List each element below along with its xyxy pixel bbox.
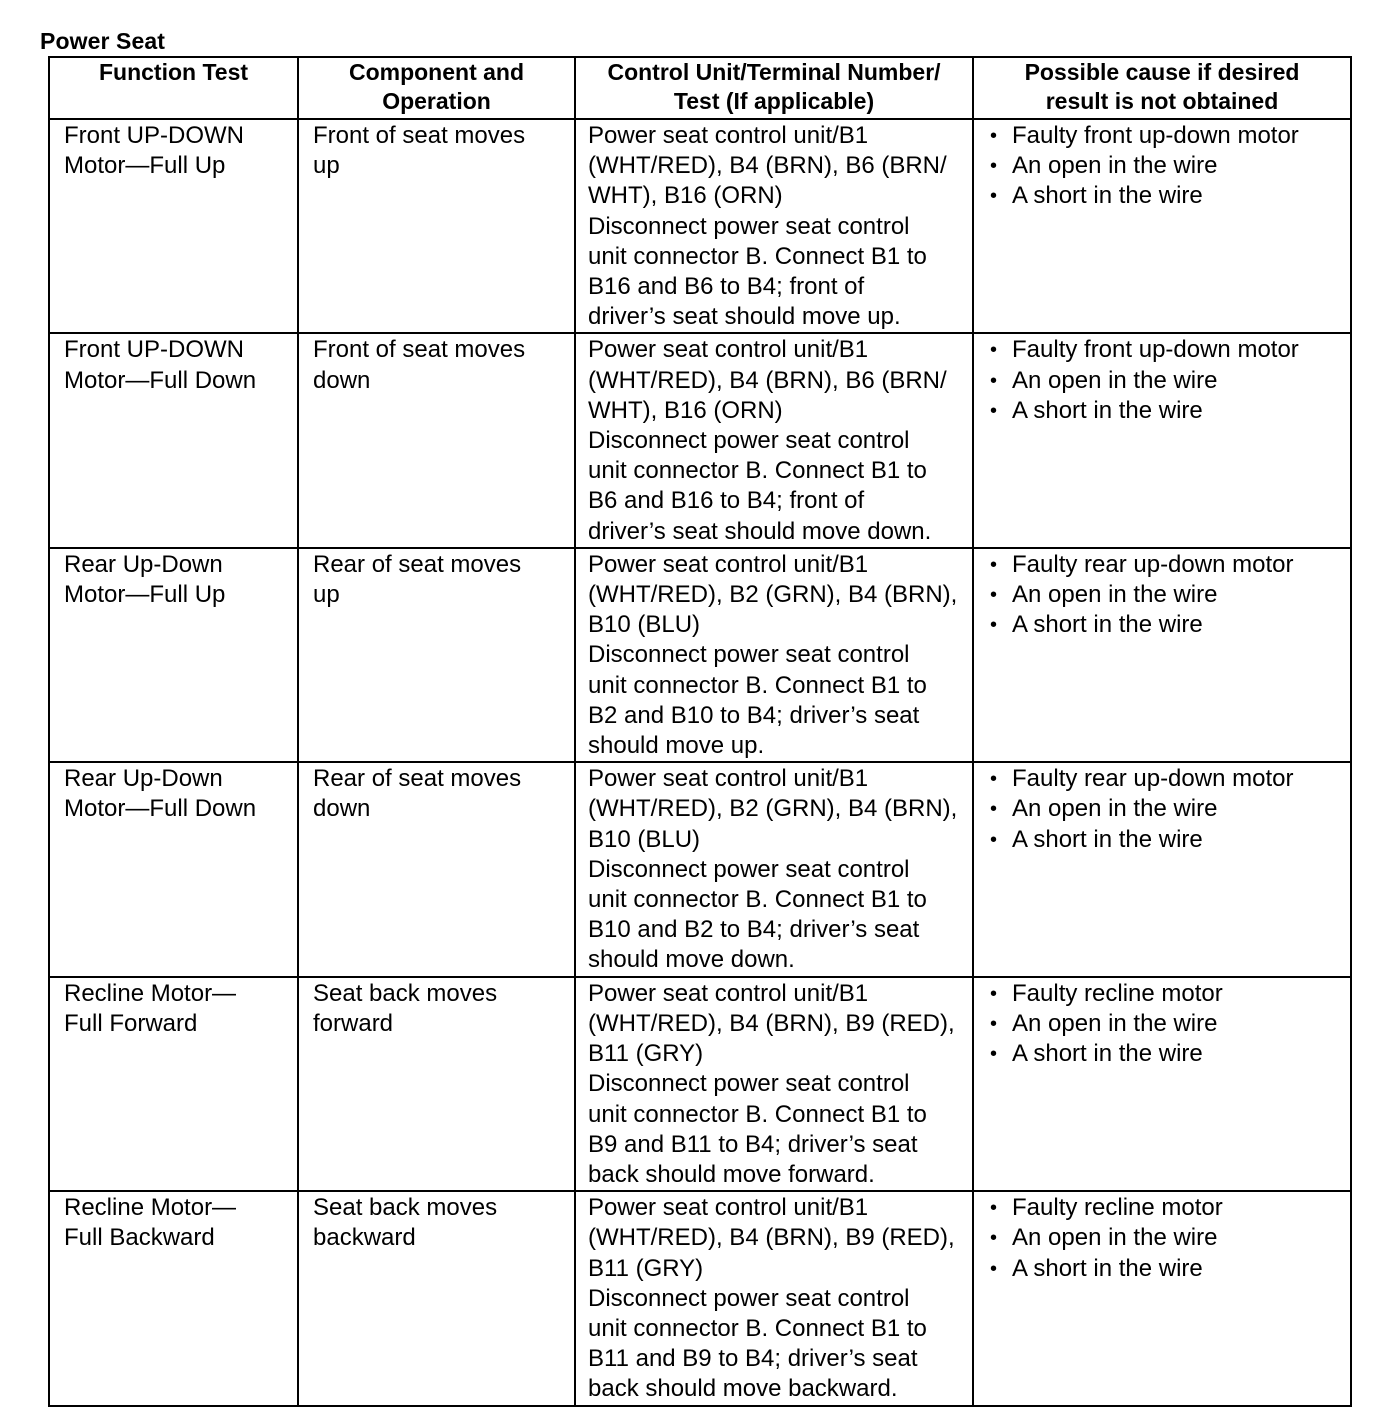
- control-unit-cell-line: B9 and B11 to B4; driver’s seat: [588, 1130, 918, 1158]
- function-test-cell-line: Rear Up-Down: [64, 550, 223, 578]
- cause-list: [974, 763, 1350, 855]
- control-unit-cell-line: B11 and B9 to B4; driver’s seat: [588, 1345, 918, 1373]
- control-unit-cell: [575, 977, 973, 1191]
- control-unit-cell: [575, 119, 973, 333]
- header-component: Component and Operation: [298, 57, 575, 119]
- possible-cause-cell: [973, 119, 1351, 333]
- control-unit-cell-line: Disconnect power seat control: [588, 641, 910, 669]
- operation-cell: [298, 977, 575, 1191]
- control-unit-cell-line: B10 and B2 to B4; driver’s seat: [588, 916, 920, 944]
- control-unit-cell-line: should move down.: [588, 946, 795, 974]
- control-unit-cell-line: driver’s seat should move down.: [588, 517, 932, 545]
- header-row: [49, 57, 1351, 119]
- table-row: [49, 977, 1351, 1191]
- operation-cell-line: down: [313, 795, 371, 823]
- function-test-cell: [49, 119, 298, 333]
- cause-list-item: • An open in the wire: [990, 151, 1350, 181]
- control-unit-cell-line: (WHT/RED), B4 (BRN), B9 (RED),: [588, 1224, 955, 1252]
- operation-cell-line: up: [313, 152, 340, 180]
- operation-cell-line: forward: [313, 1009, 394, 1037]
- control-unit-cell-line: (WHT/RED), B2 (GRN), B4 (BRN),: [588, 581, 958, 609]
- control-unit-cell-line: Power seat control unit/B1: [588, 979, 869, 1007]
- possible-cause-cell: [973, 977, 1351, 1191]
- cause-list-item: • An open in the wire: [990, 366, 1350, 396]
- cause-list-item: • Faulty front up-down motor: [990, 121, 1350, 151]
- function-test-cell: [49, 762, 298, 976]
- table-row: [49, 548, 1351, 762]
- control-unit-cell-line: Disconnect power seat control: [588, 1070, 910, 1098]
- function-test-cell-line: Motor—Full Up: [64, 152, 226, 180]
- power-seat-table: [48, 56, 1352, 1407]
- control-unit-cell-line: back should move forward.: [588, 1160, 875, 1188]
- control-unit-cell-line: Power seat control unit/B1: [588, 765, 869, 793]
- control-unit-cell-line: Power seat control unit/B1: [588, 122, 869, 149]
- control-unit-cell-line: B11 (GRY): [588, 1040, 704, 1068]
- header-control-unit: Control Unit/Terminal Number/ Test (If applicable): [575, 57, 973, 119]
- control-unit-cell: [575, 1191, 973, 1405]
- operation-cell-line: Front of seat moves: [313, 336, 526, 364]
- control-unit-cell-line: unit connector B. Connect B1 to: [588, 1314, 927, 1342]
- header-possible-cause: Possible cause if desired result is not obtained: [973, 57, 1351, 119]
- cause-list-item: • An open in the wire: [990, 1223, 1350, 1253]
- section-title: Power Seat: [40, 28, 165, 54]
- control-unit-cell: [575, 333, 973, 547]
- control-unit-cell-line: should move up.: [588, 732, 765, 760]
- operation-cell-line: up: [313, 581, 340, 609]
- table-row: [49, 762, 1351, 976]
- operation-cell: [298, 1191, 575, 1405]
- table-row: [49, 333, 1351, 547]
- header-function-test: Function Test: [49, 57, 298, 119]
- function-test-cell-line: Full Backward: [64, 1224, 215, 1252]
- control-unit-cell-line: Disconnect power seat control: [588, 212, 910, 240]
- cause-list-item: • An open in the wire: [990, 1009, 1350, 1039]
- cause-list-item: • A short in the wire: [990, 396, 1350, 426]
- control-unit-cell-line: Disconnect power seat control: [588, 1284, 910, 1312]
- operation-cell: [298, 548, 575, 762]
- control-unit-cell-line: B2 and B10 to B4; driver’s seat: [588, 701, 920, 729]
- cause-list: [974, 1192, 1350, 1284]
- operation-cell-line: down: [313, 366, 371, 394]
- cause-list-item: • Faulty recline motor: [990, 979, 1350, 1009]
- control-unit-cell-line: unit connector B. Connect B1 to: [588, 886, 927, 914]
- cause-list-item: • An open in the wire: [990, 794, 1350, 824]
- possible-cause-cell: [973, 333, 1351, 547]
- function-test-cell-line: Rear Up-Down: [64, 765, 223, 793]
- cause-list-item: • Faulty recline motor: [990, 1193, 1350, 1223]
- function-test-cell: [49, 548, 298, 762]
- control-unit-cell-line: Power seat control unit/B1: [588, 1194, 869, 1222]
- cause-list-item: • Faulty rear up-down motor: [990, 550, 1350, 580]
- cause-list-item: • A short in the wire: [990, 1039, 1350, 1069]
- function-test-cell-line: Recline Motor—: [64, 1194, 237, 1222]
- table-row: [49, 119, 1351, 333]
- control-unit-cell-line: B16 and B6 to B4; front of: [588, 273, 865, 301]
- operation-cell-line: backward: [313, 1224, 416, 1252]
- cause-list: [974, 334, 1350, 426]
- cause-list-item: • A short in the wire: [990, 1254, 1350, 1284]
- cause-list: [974, 120, 1350, 212]
- control-unit-cell-line: (WHT/RED), B2 (GRN), B4 (BRN),: [588, 795, 958, 823]
- control-unit-cell-line: Power seat control unit/B1: [588, 550, 869, 578]
- control-unit-cell-line: back should move backward.: [588, 1375, 898, 1403]
- cause-list: [974, 978, 1350, 1070]
- control-unit-cell-line: Disconnect power seat control: [588, 855, 910, 883]
- cause-list-item: • An open in the wire: [990, 580, 1350, 610]
- cause-list-item: • A short in the wire: [990, 610, 1350, 640]
- function-test-cell-line: Front UP-DOWN: [64, 336, 244, 364]
- control-unit-cell-line: unit connector B. Connect B1 to: [588, 1100, 927, 1128]
- control-unit-cell-line: B10 (BLU): [588, 611, 701, 639]
- function-test-cell-line: Motor—Full Up: [64, 581, 226, 609]
- function-test-cell-line: Recline Motor—: [64, 979, 237, 1007]
- control-unit-cell-line: driver’s seat should move up.: [588, 303, 901, 331]
- control-unit-cell-line: B6 and B16 to B4; front of: [588, 487, 865, 515]
- cause-list: [974, 549, 1350, 641]
- table-row: [49, 1191, 1351, 1405]
- possible-cause-cell: [973, 548, 1351, 762]
- cause-list-item: • A short in the wire: [990, 825, 1350, 855]
- function-test-cell-line: Motor—Full Down: [64, 366, 257, 394]
- operation-cell-line: Rear of seat moves: [313, 765, 522, 793]
- possible-cause-cell: [973, 762, 1351, 976]
- function-test-cell-line: Full Forward: [64, 1009, 198, 1037]
- control-unit-cell-line: unit connector B. Connect B1 to: [588, 671, 927, 699]
- control-unit-cell-line: unit connector B. Connect B1 to: [588, 457, 927, 485]
- cause-list-item: • A short in the wire: [990, 181, 1350, 211]
- control-unit-cell-line: (WHT/RED), B4 (BRN), B9 (RED),: [588, 1009, 955, 1037]
- function-test-cell: [49, 977, 298, 1191]
- control-unit-cell-line: WHT), B16 (ORN): [588, 396, 783, 424]
- control-unit-cell: [575, 762, 973, 976]
- control-unit-cell: [575, 548, 973, 762]
- table-body: [49, 119, 1351, 1406]
- possible-cause-cell: [973, 1191, 1351, 1405]
- operation-cell-line: Seat back moves: [313, 979, 498, 1007]
- operation-cell: [298, 762, 575, 976]
- control-unit-cell-line: Disconnect power seat control: [588, 427, 910, 455]
- operation-cell-line: Front of seat moves: [313, 122, 526, 149]
- operation-cell-line: Seat back moves: [313, 1194, 498, 1222]
- cause-list-item: • Faulty front up-down motor: [990, 335, 1350, 365]
- function-test-cell: [49, 1191, 298, 1405]
- control-unit-cell-line: Power seat control unit/B1: [588, 336, 869, 364]
- cause-list-item: • Faulty rear up-down motor: [990, 764, 1350, 794]
- function-test-cell-line: Front UP-DOWN: [64, 122, 244, 149]
- control-unit-cell-line: B11 (GRY): [588, 1254, 704, 1282]
- control-unit-cell-line: WHT), B16 (ORN): [588, 182, 783, 210]
- operation-cell: [298, 119, 575, 333]
- operation-cell-line: Rear of seat moves: [313, 550, 522, 578]
- operation-cell: [298, 333, 575, 547]
- function-test-cell: [49, 333, 298, 547]
- function-test-cell-line: Motor—Full Down: [64, 795, 257, 823]
- control-unit-cell-line: unit connector B. Connect B1 to: [588, 242, 927, 270]
- control-unit-cell-line: (WHT/RED), B4 (BRN), B6 (BRN/: [588, 366, 947, 394]
- control-unit-cell-line: B10 (BLU): [588, 825, 701, 853]
- control-unit-cell-line: (WHT/RED), B4 (BRN), B6 (BRN/: [588, 152, 947, 180]
